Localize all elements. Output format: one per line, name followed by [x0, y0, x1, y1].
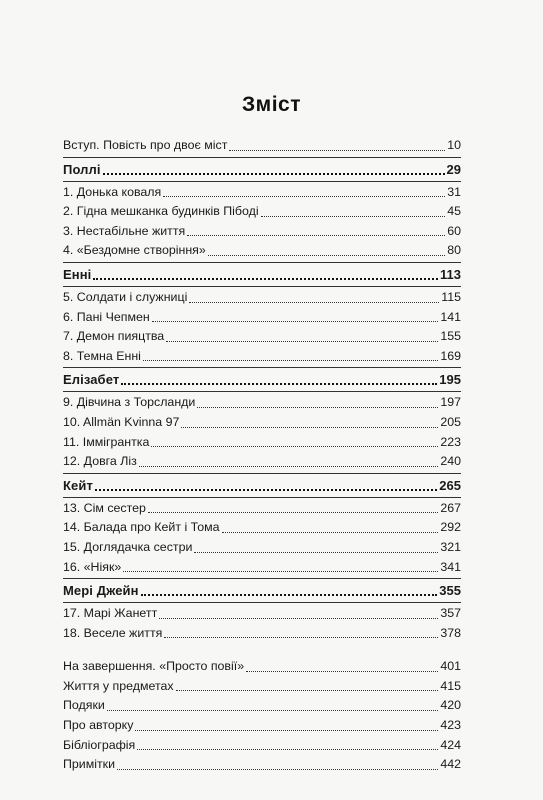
- dot-leader: [152, 321, 439, 322]
- dot-leader: [189, 302, 439, 303]
- divider: [63, 391, 461, 392]
- toc-entry-page: 240: [440, 454, 461, 469]
- divider: [63, 157, 461, 158]
- toc-entry-page: 10: [447, 138, 461, 152]
- toc-section-heading: [63, 264, 461, 285]
- dot-leader: [166, 341, 438, 342]
- dot-leader: [107, 710, 439, 711]
- toc-entry: [63, 347, 461, 367]
- toc-entry-label: 4. «Бездомне створіння»: [63, 243, 206, 258]
- dot-leader: [164, 637, 438, 638]
- divider: [63, 578, 461, 579]
- toc-entry: [63, 413, 461, 433]
- dot-leader: [103, 173, 445, 175]
- dot-leader: [148, 512, 438, 513]
- toc-entry-label: Бібліографія: [63, 737, 136, 752]
- toc-entry-back-matter: [63, 677, 461, 697]
- toc-entry-label: 6. Пані Чепмен: [63, 309, 150, 324]
- toc-entry-page: 155: [440, 329, 461, 344]
- section-page: 113: [440, 266, 461, 282]
- toc-entry: [63, 202, 461, 222]
- toc-entry-label: 10. Allmän Kvinna 97: [63, 414, 180, 429]
- toc-entry-page: 401: [440, 659, 461, 674]
- toc-entry: [63, 327, 461, 347]
- toc-section-heading: [63, 369, 461, 390]
- toc-entry-label: Подяки: [63, 698, 105, 713]
- toc-entry-page: 115: [441, 289, 461, 304]
- spacer: [63, 643, 461, 657]
- toc-entry: [63, 183, 461, 203]
- toc-entry-label: 18. Веселе життя: [63, 625, 163, 640]
- divider: [63, 473, 461, 474]
- toc-entry-back-matter: [63, 716, 461, 736]
- section-page: 355: [439, 583, 461, 599]
- toc-entry: [63, 558, 461, 578]
- toc-entry: [63, 222, 461, 242]
- toc-entry-label: 7. Демон пияцтва: [63, 329, 165, 344]
- dot-leader: [95, 489, 437, 491]
- toc-entry-back-matter: [63, 696, 461, 716]
- toc-entry-label: 5. Солдати і служниці: [63, 289, 188, 304]
- toc-entry-back-matter: [63, 755, 461, 775]
- dot-leader: [197, 407, 438, 408]
- toc-entry-page: 197: [440, 395, 461, 410]
- page-title: Зміст: [242, 93, 301, 116]
- toc-entry-page: 141: [440, 309, 461, 324]
- toc-entry-label: 15. Доглядачка сестри: [63, 539, 193, 554]
- dot-leader: [139, 466, 438, 467]
- toc-entry-page: 357: [440, 606, 461, 621]
- dot-leader: [159, 618, 438, 619]
- toc-entry-label: На завершення. «Просто повії»: [63, 659, 245, 674]
- toc-entry-page: 378: [440, 625, 461, 640]
- dot-leader: [143, 360, 438, 361]
- toc-entry-label: 3. Нестабільне життя: [63, 223, 186, 238]
- dot-leader: [261, 216, 446, 217]
- toc-entry-label: 13. Сім сестер: [63, 500, 146, 515]
- toc-entry: [63, 288, 461, 308]
- toc-entry: [63, 499, 461, 519]
- toc-entry-page: 31: [447, 184, 461, 199]
- toc-entry: [63, 308, 461, 328]
- section-name: Кейт: [63, 477, 93, 493]
- dot-leader: [137, 749, 438, 750]
- divider: [63, 602, 461, 603]
- divider: [63, 367, 461, 368]
- toc-entry-back-matter: [63, 736, 461, 756]
- toc-entry-label: 12. Довга Ліз: [63, 454, 137, 469]
- toc-entry-page: 415: [440, 678, 461, 693]
- toc-entry: [63, 452, 461, 472]
- toc-entry-label: 9. Дівчина з Торсланди: [63, 395, 196, 410]
- section-name: Поллі: [63, 161, 101, 177]
- dot-leader: [117, 769, 438, 770]
- dot-leader: [229, 150, 445, 151]
- toc-entry-page: 341: [440, 559, 461, 574]
- dot-leader: [163, 196, 445, 197]
- toc-entry: [63, 624, 461, 644]
- toc-entry-label: 8. Темна Енні: [63, 348, 141, 363]
- toc-entry-label: 17. Марі Жанетт: [63, 606, 158, 621]
- toc-entry-label: 16. «Ніяк»: [63, 559, 122, 574]
- dot-leader: [176, 690, 439, 691]
- toc-entry-page: 80: [447, 243, 461, 258]
- toc-entry-label: 1. Донька коваля: [63, 184, 162, 199]
- section-page: 195: [439, 372, 461, 388]
- dot-leader: [135, 730, 438, 731]
- toc-entry: [63, 518, 461, 538]
- dot-leader: [208, 255, 445, 256]
- divider: [63, 181, 461, 182]
- toc-entry-page: 420: [440, 698, 461, 713]
- toc-entry-page: 292: [440, 520, 461, 535]
- dot-leader: [151, 446, 438, 447]
- dot-leader: [246, 671, 438, 672]
- toc-entry-label: 2. Гідна мешканка будинків Пібоді: [63, 204, 259, 219]
- toc-entry-page: 223: [440, 434, 461, 449]
- toc-entry-label: 11. Іммігрантка: [63, 434, 150, 449]
- table-of-contents: [63, 136, 461, 775]
- toc-entry-page: 45: [447, 204, 461, 219]
- dot-leader: [194, 552, 438, 553]
- dot-leader: [123, 571, 438, 572]
- dot-leader: [181, 427, 438, 428]
- section-name: Елізабет: [63, 372, 120, 388]
- toc-entry-page: 205: [440, 414, 461, 429]
- toc-entry-page: 267: [440, 500, 461, 515]
- toc-entry-intro: [63, 136, 461, 156]
- toc-section-heading: [63, 580, 461, 601]
- toc-entry: [63, 241, 461, 261]
- divider: [63, 286, 461, 287]
- section-page: 265: [439, 477, 461, 493]
- section-page: 29: [446, 161, 461, 177]
- toc-entry-page: 60: [447, 223, 461, 238]
- toc-entry: [63, 393, 461, 413]
- toc-section-heading: [63, 475, 461, 496]
- toc-entry: [63, 604, 461, 624]
- toc-entry-page: 169: [440, 348, 461, 363]
- toc-entry-label: Примітки: [63, 757, 116, 772]
- toc-entry-page: 442: [440, 757, 461, 772]
- dot-leader: [141, 594, 438, 596]
- toc-entry-label: Життя у предметах: [63, 678, 174, 693]
- divider: [63, 497, 461, 498]
- dot-leader: [121, 383, 437, 385]
- toc-entry-back-matter: [63, 657, 461, 677]
- dot-leader: [222, 532, 439, 533]
- section-name: Енні: [63, 266, 92, 282]
- toc-entry: [63, 538, 461, 558]
- toc-entry-page: 423: [440, 718, 461, 733]
- dot-leader: [187, 235, 445, 236]
- dot-leader: [93, 278, 438, 280]
- toc-entry-label: 14. Балада про Кейт і Тома: [63, 520, 220, 535]
- toc-entry-page: 424: [440, 737, 461, 752]
- toc-entry-label: Вступ. Повість про двоє міст: [63, 138, 228, 152]
- section-name: Мері Джейн: [63, 583, 139, 599]
- divider: [63, 262, 461, 263]
- toc-entry-page: 321: [440, 539, 461, 554]
- toc-entry: [63, 433, 461, 453]
- toc-section-heading: [63, 159, 461, 180]
- toc-entry-label: Про авторку: [63, 718, 134, 733]
